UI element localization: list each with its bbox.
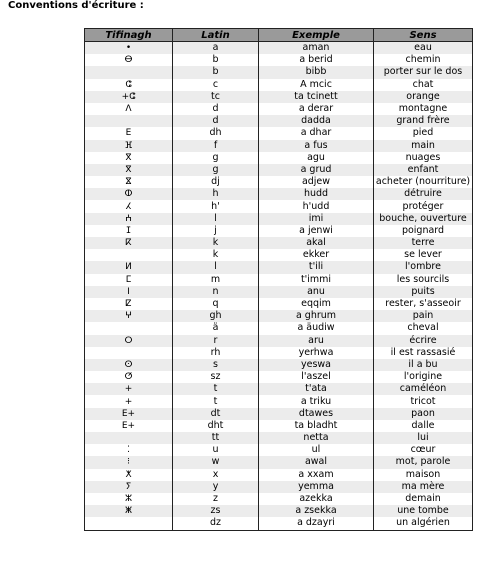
- cell-sens: paon: [374, 408, 473, 420]
- table-row: [85, 517, 473, 530]
- table-row: [85, 42, 473, 55]
- cell-latin: ä: [173, 322, 259, 334]
- cell-tifinagh: ⴽ: [85, 237, 173, 249]
- cell-tifinagh: ⴳ: [85, 164, 173, 176]
- cell-sens: poignard: [374, 225, 473, 237]
- table-row: [85, 432, 473, 444]
- cell-sens: pied: [374, 127, 473, 139]
- table-row: [85, 420, 473, 432]
- cell-tifinagh: ⵍ: [85, 261, 173, 273]
- cell-exemple: ta bladht: [259, 420, 374, 432]
- cell-tifinagh: ⵖ: [85, 310, 173, 322]
- cell-tifinagh: ⵚ: [85, 371, 173, 383]
- cell-sens: chemin: [374, 54, 473, 66]
- table-row: [85, 164, 473, 176]
- cell-tifinagh: ⴼ: [85, 140, 173, 152]
- cell-tifinagh: ⵏ: [85, 286, 173, 298]
- cell-sens: se lever: [374, 249, 473, 261]
- cell-latin: dj: [173, 176, 259, 188]
- cell-exemple: a xxam: [259, 469, 374, 481]
- cell-latin: t: [173, 383, 259, 395]
- cell-tifinagh: ⴷ: [85, 103, 173, 115]
- cell-sens: l'origine: [374, 371, 473, 383]
- cell-sens: ma mère: [374, 481, 473, 493]
- table-row: [85, 54, 473, 66]
- cell-latin: c: [173, 79, 259, 91]
- cell-latin: l: [173, 213, 259, 225]
- cell-tifinagh: [85, 347, 173, 359]
- cell-sens: main: [374, 140, 473, 152]
- cell-exemple: aman: [259, 42, 374, 55]
- cell-sens: rester, s'asseoir: [374, 298, 473, 310]
- cell-tifinagh: •: [85, 42, 173, 55]
- cell-latin: n: [173, 286, 259, 298]
- cell-exemple: yerhwa: [259, 347, 374, 359]
- cell-sens: pain: [374, 310, 473, 322]
- header-sens: Sens: [374, 29, 473, 42]
- cell-sens: l'ombre: [374, 261, 473, 273]
- cell-exemple: t'ata: [259, 383, 374, 395]
- table-row: [85, 261, 473, 273]
- table-row: [85, 481, 473, 493]
- header-exemple: Exemple: [259, 29, 374, 42]
- table-row: [85, 286, 473, 298]
- cell-sens: il est rassasié: [374, 347, 473, 359]
- cell-exemple: bibb: [259, 66, 374, 78]
- table-row: [85, 66, 473, 78]
- table-row: [85, 469, 473, 481]
- cell-tifinagh: ⴹ: [85, 127, 173, 139]
- table-row: [85, 395, 473, 407]
- cell-sens: enfant: [374, 164, 473, 176]
- cell-exemple: A mcic: [259, 79, 374, 91]
- table-row: [85, 176, 473, 188]
- cell-exemple: a äudiw: [259, 322, 374, 334]
- table-header-row: [85, 29, 473, 42]
- cell-sens: lui: [374, 432, 473, 444]
- cell-tifinagh: ⵃ: [85, 200, 173, 212]
- cell-latin: k: [173, 237, 259, 249]
- table-body: [85, 42, 473, 531]
- cell-tifinagh: ⵊ: [85, 225, 173, 237]
- cell-tifinagh: ⴹ+: [85, 420, 173, 432]
- cell-latin: tt: [173, 432, 259, 444]
- cell-tifinagh: ⵢ: [85, 481, 173, 493]
- header-latin: Latin: [173, 29, 259, 42]
- cell-latin: tc: [173, 91, 259, 103]
- cell-latin: d: [173, 115, 259, 127]
- table-row: [85, 200, 473, 212]
- cell-sens: tricot: [374, 395, 473, 407]
- cell-latin: g: [173, 152, 259, 164]
- cell-sens: cheval: [374, 322, 473, 334]
- cell-tifinagh: ⵅ: [85, 469, 173, 481]
- cell-latin: dh: [173, 127, 259, 139]
- cell-tifinagh: ⴹ+: [85, 408, 173, 420]
- cell-sens: puits: [374, 286, 473, 298]
- cell-tifinagh: ⵛ: [85, 79, 173, 91]
- cell-exemple: h'udd: [259, 200, 374, 212]
- table-row: [85, 152, 473, 164]
- table-row: [85, 298, 473, 310]
- table-row: [85, 103, 473, 115]
- cell-tifinagh: ⵀ: [85, 188, 173, 200]
- cell-latin: zs: [173, 505, 259, 517]
- cell-exemple: aru: [259, 335, 374, 347]
- cell-exemple: t'immi: [259, 274, 374, 286]
- table-row: [85, 371, 473, 383]
- cell-latin: f: [173, 140, 259, 152]
- cell-exemple: a ghrum: [259, 310, 374, 322]
- cell-sens: eau: [374, 42, 473, 55]
- cell-exemple: a dhar: [259, 127, 374, 139]
- table-row: [85, 347, 473, 359]
- cell-latin: dt: [173, 408, 259, 420]
- cell-sens: il a bu: [374, 359, 473, 371]
- cell-sens: nuages: [374, 152, 473, 164]
- table-row: [85, 505, 473, 517]
- cell-exemple: ta tcinett: [259, 91, 374, 103]
- cell-exemple: akal: [259, 237, 374, 249]
- cell-exemple: a triku: [259, 395, 374, 407]
- cell-latin: g: [173, 164, 259, 176]
- cell-exemple: agu: [259, 152, 374, 164]
- cell-latin: x: [173, 469, 259, 481]
- cell-latin: w: [173, 456, 259, 468]
- cell-latin: sz: [173, 371, 259, 383]
- cell-latin: l: [173, 261, 259, 273]
- cell-exemple: ul: [259, 444, 374, 456]
- cell-tifinagh: [85, 322, 173, 334]
- cell-exemple: l'aszel: [259, 371, 374, 383]
- table-row: [85, 115, 473, 127]
- cell-sens: demain: [374, 493, 473, 505]
- cell-sens: maison: [374, 469, 473, 481]
- cell-sens: grand frère: [374, 115, 473, 127]
- cell-exemple: azekka: [259, 493, 374, 505]
- cell-tifinagh: [85, 249, 173, 261]
- cell-tifinagh: [85, 66, 173, 78]
- conventions-table: [84, 28, 473, 531]
- cell-tifinagh: ⁚: [85, 444, 173, 456]
- cell-tifinagh: ⵔ: [85, 335, 173, 347]
- cell-sens: cœur: [374, 444, 473, 456]
- cell-tifinagh: ⵄ: [85, 213, 173, 225]
- cell-exemple: ekker: [259, 249, 374, 261]
- cell-latin: y: [173, 481, 259, 493]
- cell-tifinagh: ⵙ: [85, 359, 173, 371]
- cell-sens: terre: [374, 237, 473, 249]
- cell-exemple: a jenwi: [259, 225, 374, 237]
- cell-tifinagh: +: [85, 383, 173, 395]
- cell-sens: bouche, ouverture: [374, 213, 473, 225]
- cell-exemple: t'ili: [259, 261, 374, 273]
- cell-tifinagh: ⴵ: [85, 176, 173, 188]
- cell-sens: acheter (nourriture): [374, 176, 473, 188]
- cell-latin: j: [173, 225, 259, 237]
- cell-tifinagh: ⴱ: [85, 54, 173, 66]
- cell-sens: chat: [374, 79, 473, 91]
- table-row: [85, 127, 473, 139]
- cell-sens: mot, parole: [374, 456, 473, 468]
- cell-latin: gh: [173, 310, 259, 322]
- cell-latin: d: [173, 103, 259, 115]
- cell-latin: u: [173, 444, 259, 456]
- cell-exemple: a fus: [259, 140, 374, 152]
- cell-exemple: awal: [259, 456, 374, 468]
- cell-latin: r: [173, 335, 259, 347]
- table-row: [85, 91, 473, 103]
- table-row: [85, 249, 473, 261]
- table-row: [85, 310, 473, 322]
- cell-sens: les sourcils: [374, 274, 473, 286]
- cell-exemple: hudd: [259, 188, 374, 200]
- cell-sens: un algérien: [374, 517, 473, 530]
- table-row: [85, 213, 473, 225]
- cell-latin: q: [173, 298, 259, 310]
- table-row: [85, 493, 473, 505]
- table-row: [85, 335, 473, 347]
- cell-exemple: netta: [259, 432, 374, 444]
- cell-exemple: a grud: [259, 164, 374, 176]
- cell-latin: z: [173, 493, 259, 505]
- cell-tifinagh: ⴳ: [85, 152, 173, 164]
- cell-sens: une tombe: [374, 505, 473, 517]
- cell-latin: h': [173, 200, 259, 212]
- table-row: [85, 359, 473, 371]
- cell-latin: rh: [173, 347, 259, 359]
- cell-latin: b: [173, 66, 259, 78]
- cell-latin: s: [173, 359, 259, 371]
- cell-sens: écrire: [374, 335, 473, 347]
- cell-latin: h: [173, 188, 259, 200]
- cell-exemple: eqqim: [259, 298, 374, 310]
- table-row: [85, 79, 473, 91]
- table-row: [85, 225, 473, 237]
- cell-tifinagh: ⵣ: [85, 493, 173, 505]
- cell-tifinagh: +: [85, 395, 173, 407]
- cell-latin: dht: [173, 420, 259, 432]
- table-row: [85, 237, 473, 249]
- table-row: [85, 444, 473, 456]
- cell-sens: porter sur le dos: [374, 66, 473, 78]
- table-row: [85, 322, 473, 334]
- cell-latin: a: [173, 42, 259, 55]
- cell-latin: t: [173, 395, 259, 407]
- cell-tifinagh: ⁝: [85, 456, 173, 468]
- cell-exemple: a zsekka: [259, 505, 374, 517]
- cell-exemple: a dzayri: [259, 517, 374, 530]
- cell-tifinagh: ⵥ: [85, 505, 173, 517]
- cell-exemple: a berid: [259, 54, 374, 66]
- cell-latin: dz: [173, 517, 259, 530]
- cell-tifinagh: ⵇ: [85, 298, 173, 310]
- cell-latin: m: [173, 274, 259, 286]
- table-row: [85, 408, 473, 420]
- cell-tifinagh: +ⵛ: [85, 91, 173, 103]
- table-row: [85, 456, 473, 468]
- cell-sens: protéger: [374, 200, 473, 212]
- cell-exemple: yemma: [259, 481, 374, 493]
- cell-exemple: yeswa: [259, 359, 374, 371]
- cell-exemple: dadda: [259, 115, 374, 127]
- cell-tifinagh: [85, 517, 173, 530]
- cell-latin: b: [173, 54, 259, 66]
- table-row: [85, 383, 473, 395]
- cell-tifinagh: ⵎ: [85, 274, 173, 286]
- cell-sens: montagne: [374, 103, 473, 115]
- page-heading: Conventions d'écriture :: [8, 0, 144, 11]
- cell-exemple: a derar: [259, 103, 374, 115]
- table-row: [85, 274, 473, 286]
- cell-sens: détruire: [374, 188, 473, 200]
- cell-exemple: imi: [259, 213, 374, 225]
- cell-sens: caméléon: [374, 383, 473, 395]
- cell-tifinagh: [85, 115, 173, 127]
- cell-sens: dalle: [374, 420, 473, 432]
- table-row: [85, 188, 473, 200]
- cell-tifinagh: [85, 432, 173, 444]
- table-row: [85, 140, 473, 152]
- cell-exemple: adjew: [259, 176, 374, 188]
- header-tifinagh: Tifinagh: [85, 29, 173, 42]
- cell-latin: k: [173, 249, 259, 261]
- cell-sens: orange: [374, 91, 473, 103]
- cell-exemple: anu: [259, 286, 374, 298]
- cell-exemple: dtawes: [259, 408, 374, 420]
